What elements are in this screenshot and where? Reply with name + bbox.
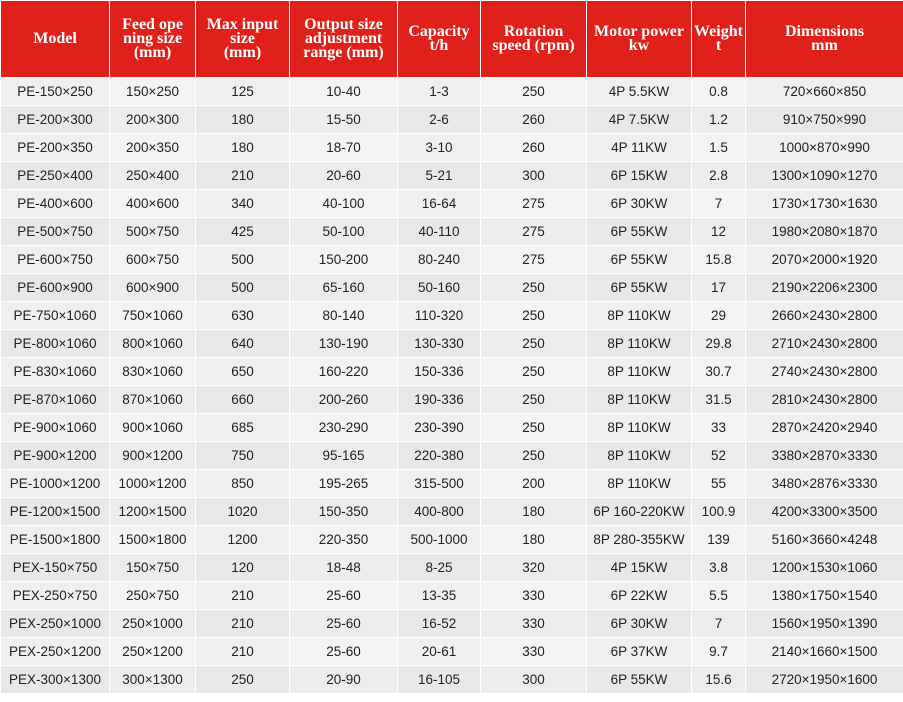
cell-dimensions: 910×750×990 xyxy=(746,106,903,134)
header-text: Output size xyxy=(304,16,383,33)
cell-rotation-speed: 330 xyxy=(481,638,587,666)
cell-dimensions: 1000×870×990 xyxy=(746,134,903,162)
cell-rotation-speed: 250 xyxy=(481,330,587,358)
cell-feed-opening: 400×600 xyxy=(110,190,196,218)
cell-weight: 15.8 xyxy=(692,246,746,274)
cell-max-input: 500 xyxy=(196,246,290,274)
cell-output-range: 80-140 xyxy=(290,302,398,330)
cell-capacity: 3-10 xyxy=(398,134,481,162)
header-text: t xyxy=(715,37,722,54)
cell-feed-opening: 150×250 xyxy=(110,78,196,106)
cell-output-range: 230-290 xyxy=(290,414,398,442)
cell-dimensions: 3480×2876×3330 xyxy=(746,470,903,498)
cell-rotation-speed: 250 xyxy=(481,386,587,414)
cell-output-range: 200-260 xyxy=(290,386,398,414)
cell-rotation-speed: 250 xyxy=(481,358,587,386)
cell-capacity: 500-1000 xyxy=(398,526,481,554)
table-row xyxy=(1,246,903,274)
header-capacity xyxy=(398,1,481,78)
cell-max-input: 210 xyxy=(196,162,290,190)
cell-feed-opening: 200×350 xyxy=(110,134,196,162)
cell-rotation-speed: 300 xyxy=(481,666,587,694)
cell-weight: 3.8 xyxy=(692,554,746,582)
cell-weight: 9.7 xyxy=(692,638,746,666)
cell-weight: 7 xyxy=(692,610,746,638)
cell-dimensions: 4200×3300×3500 xyxy=(746,498,903,526)
cell-output-range: 20-90 xyxy=(290,666,398,694)
header-text: Feed ope xyxy=(122,16,183,33)
cell-model: PE-400×600 xyxy=(1,190,110,218)
header-text: (mm) xyxy=(133,44,172,61)
cell-output-range: 18-70 xyxy=(290,134,398,162)
cell-max-input: 340 xyxy=(196,190,290,218)
cell-rotation-speed: 330 xyxy=(481,610,587,638)
cell-motor-power: 6P 15KW xyxy=(587,162,692,190)
header-text: kw xyxy=(628,37,650,54)
cell-motor-power: 8P 110KW xyxy=(587,302,692,330)
table-row xyxy=(1,526,903,554)
cell-weight: 7 xyxy=(692,190,746,218)
cell-capacity: 8-25 xyxy=(398,554,481,582)
cell-max-input: 250 xyxy=(196,666,290,694)
cell-capacity: 50-160 xyxy=(398,274,481,302)
table-row xyxy=(1,134,903,162)
cell-feed-opening: 900×1200 xyxy=(110,442,196,470)
header-weight xyxy=(692,1,746,78)
table-row xyxy=(1,498,903,526)
cell-weight: 12 xyxy=(692,218,746,246)
cell-model: PE-830×1060 xyxy=(1,358,110,386)
cell-rotation-speed: 260 xyxy=(481,106,587,134)
cell-feed-opening: 1200×1500 xyxy=(110,498,196,526)
cell-dimensions: 1730×1730×1630 xyxy=(746,190,903,218)
cell-motor-power: 8P 110KW xyxy=(587,358,692,386)
cell-output-range: 150-350 xyxy=(290,498,398,526)
table-row xyxy=(1,78,903,106)
cell-capacity: 16-64 xyxy=(398,190,481,218)
cell-weight: 55 xyxy=(692,470,746,498)
cell-weight: 33 xyxy=(692,414,746,442)
cell-weight: 5.5 xyxy=(692,582,746,610)
cell-output-range: 15-50 xyxy=(290,106,398,134)
cell-model: PE-600×750 xyxy=(1,246,110,274)
cell-capacity: 16-52 xyxy=(398,610,481,638)
cell-motor-power: 6P 22KW xyxy=(587,582,692,610)
cell-motor-power: 6P 160-220KW xyxy=(587,498,692,526)
cell-model: PEX-250×750 xyxy=(1,582,110,610)
header-row xyxy=(1,1,903,78)
header-text: Capacity xyxy=(408,23,470,40)
cell-rotation-speed: 275 xyxy=(481,218,587,246)
table-row xyxy=(1,554,903,582)
header-feed-opening-size xyxy=(110,1,196,78)
cell-rotation-speed: 275 xyxy=(481,246,587,274)
cell-model: PE-870×1060 xyxy=(1,386,110,414)
table-row xyxy=(1,302,903,330)
cell-output-range: 50-100 xyxy=(290,218,398,246)
cell-feed-opening: 830×1060 xyxy=(110,358,196,386)
cell-dimensions: 2720×1950×1600 xyxy=(746,666,903,694)
cell-motor-power: 8P 110KW xyxy=(587,442,692,470)
cell-output-range: 160-220 xyxy=(290,358,398,386)
header-text: Max input xyxy=(206,16,279,33)
cell-dimensions: 2710×2430×2800 xyxy=(746,330,903,358)
cell-dimensions: 1200×1530×1060 xyxy=(746,554,903,582)
cell-max-input: 210 xyxy=(196,610,290,638)
table-row xyxy=(1,358,903,386)
table-row xyxy=(1,666,903,694)
cell-feed-opening: 500×750 xyxy=(110,218,196,246)
cell-feed-opening: 600×750 xyxy=(110,246,196,274)
cell-max-input: 180 xyxy=(196,106,290,134)
cell-capacity: 1-3 xyxy=(398,78,481,106)
header-output-size-range xyxy=(290,1,398,78)
cell-feed-opening: 150×750 xyxy=(110,554,196,582)
cell-weight: 29.8 xyxy=(692,330,746,358)
table-row xyxy=(1,330,903,358)
table-row xyxy=(1,610,903,638)
cell-model: PE-900×1060 xyxy=(1,414,110,442)
cell-feed-opening: 300×1300 xyxy=(110,666,196,694)
cell-dimensions: 1300×1090×1270 xyxy=(746,162,903,190)
cell-motor-power: 4P 11KW xyxy=(587,134,692,162)
cell-rotation-speed: 250 xyxy=(481,414,587,442)
cell-capacity: 13-35 xyxy=(398,582,481,610)
cell-weight: 0.8 xyxy=(692,78,746,106)
cell-model: PE-200×350 xyxy=(1,134,110,162)
cell-output-range: 220-350 xyxy=(290,526,398,554)
cell-motor-power: 8P 280-355KW xyxy=(587,526,692,554)
cell-weight: 52 xyxy=(692,442,746,470)
cell-max-input: 180 xyxy=(196,134,290,162)
cell-capacity: 20-61 xyxy=(398,638,481,666)
header-text: mm xyxy=(811,37,838,54)
cell-weight: 139 xyxy=(692,526,746,554)
cell-max-input: 640 xyxy=(196,330,290,358)
cell-dimensions: 3380×2870×3330 xyxy=(746,442,903,470)
cell-max-input: 685 xyxy=(196,414,290,442)
cell-motor-power: 6P 55KW xyxy=(587,246,692,274)
cell-dimensions: 2070×2000×1920 xyxy=(746,246,903,274)
header-rotation-speed xyxy=(481,1,587,78)
cell-max-input: 1020 xyxy=(196,498,290,526)
cell-dimensions: 1380×1750×1540 xyxy=(746,582,903,610)
cell-feed-opening: 200×300 xyxy=(110,106,196,134)
cell-output-range: 130-190 xyxy=(290,330,398,358)
cell-motor-power: 6P 37KW xyxy=(587,638,692,666)
cell-dimensions: 1980×2080×1870 xyxy=(746,218,903,246)
cell-feed-opening: 250×750 xyxy=(110,582,196,610)
header-text: size xyxy=(230,30,255,47)
cell-output-range: 25-60 xyxy=(290,638,398,666)
cell-capacity: 150-336 xyxy=(398,358,481,386)
cell-rotation-speed: 180 xyxy=(481,526,587,554)
cell-max-input: 120 xyxy=(196,554,290,582)
header-text: (mm) xyxy=(223,44,262,61)
cell-weight: 29 xyxy=(692,302,746,330)
header-text: range (mm) xyxy=(303,44,384,61)
cell-output-range: 95-165 xyxy=(290,442,398,470)
cell-max-input: 660 xyxy=(196,386,290,414)
header-text: ning size xyxy=(122,30,183,47)
cell-rotation-speed: 320 xyxy=(481,554,587,582)
header-text: speed (rpm) xyxy=(492,37,575,54)
cell-model: PEX-300×1300 xyxy=(1,666,110,694)
cell-dimensions: 2740×2430×2800 xyxy=(746,358,903,386)
cell-feed-opening: 250×1000 xyxy=(110,610,196,638)
cell-motor-power: 6P 55KW xyxy=(587,218,692,246)
cell-weight: 1.5 xyxy=(692,134,746,162)
cell-capacity: 5-21 xyxy=(398,162,481,190)
cell-motor-power: 6P 30KW xyxy=(587,190,692,218)
cell-max-input: 500 xyxy=(196,274,290,302)
table-row xyxy=(1,162,903,190)
cell-output-range: 40-100 xyxy=(290,190,398,218)
table-row xyxy=(1,386,903,414)
cell-output-range: 20-60 xyxy=(290,162,398,190)
cell-weight: 100.9 xyxy=(692,498,746,526)
cell-model: PE-600×900 xyxy=(1,274,110,302)
header-model xyxy=(1,1,110,78)
header-text: Model xyxy=(33,30,77,47)
cell-dimensions: 720×660×850 xyxy=(746,78,903,106)
cell-output-range: 65-160 xyxy=(290,274,398,302)
table-row xyxy=(1,218,903,246)
table-header xyxy=(1,1,903,78)
cell-rotation-speed: 250 xyxy=(481,274,587,302)
table-row xyxy=(1,582,903,610)
cell-dimensions: 2190×2206×2300 xyxy=(746,274,903,302)
table-row xyxy=(1,106,903,134)
cell-feed-opening: 1000×1200 xyxy=(110,470,196,498)
cell-rotation-speed: 330 xyxy=(481,582,587,610)
cell-model: PE-900×1200 xyxy=(1,442,110,470)
cell-capacity: 190-336 xyxy=(398,386,481,414)
cell-motor-power: 6P 30KW xyxy=(587,610,692,638)
cell-feed-opening: 750×1060 xyxy=(110,302,196,330)
table-row xyxy=(1,414,903,442)
cell-capacity: 40-110 xyxy=(398,218,481,246)
cell-model: PEX-250×1200 xyxy=(1,638,110,666)
cell-rotation-speed: 300 xyxy=(481,162,587,190)
cell-dimensions: 2660×2430×2800 xyxy=(746,302,903,330)
header-dimensions xyxy=(746,1,903,78)
cell-capacity: 315-500 xyxy=(398,470,481,498)
table-row xyxy=(1,638,903,666)
header-text: Motor power xyxy=(594,23,684,40)
cell-feed-opening: 600×900 xyxy=(110,274,196,302)
cell-feed-opening: 250×400 xyxy=(110,162,196,190)
cell-feed-opening: 250×1200 xyxy=(110,638,196,666)
cell-max-input: 425 xyxy=(196,218,290,246)
cell-output-range: 18-48 xyxy=(290,554,398,582)
cell-model: PE-150×250 xyxy=(1,78,110,106)
cell-model: PEX-150×750 xyxy=(1,554,110,582)
cell-max-input: 125 xyxy=(196,78,290,106)
cell-rotation-speed: 250 xyxy=(481,78,587,106)
cell-output-range: 150-200 xyxy=(290,246,398,274)
cell-max-input: 1200 xyxy=(196,526,290,554)
cell-weight: 17 xyxy=(692,274,746,302)
header-text: Weight xyxy=(694,23,743,40)
cell-model: PE-1500×1800 xyxy=(1,526,110,554)
cell-output-range: 25-60 xyxy=(290,610,398,638)
header-text: Dimensions xyxy=(784,23,865,40)
cell-rotation-speed: 250 xyxy=(481,442,587,470)
table-body xyxy=(1,78,903,694)
cell-dimensions: 2810×2430×2800 xyxy=(746,386,903,414)
cell-motor-power: 4P 15KW xyxy=(587,554,692,582)
cell-motor-power: 8P 110KW xyxy=(587,386,692,414)
cell-max-input: 210 xyxy=(196,582,290,610)
table-row xyxy=(1,442,903,470)
cell-max-input: 630 xyxy=(196,302,290,330)
cell-model: PE-250×400 xyxy=(1,162,110,190)
cell-capacity: 16-105 xyxy=(398,666,481,694)
cell-feed-opening: 870×1060 xyxy=(110,386,196,414)
table-row xyxy=(1,190,903,218)
cell-weight: 1.2 xyxy=(692,106,746,134)
cell-motor-power: 6P 55KW xyxy=(587,274,692,302)
cell-feed-opening: 800×1060 xyxy=(110,330,196,358)
cell-max-input: 750 xyxy=(196,442,290,470)
cell-feed-opening: 900×1060 xyxy=(110,414,196,442)
cell-output-range: 10-40 xyxy=(290,78,398,106)
cell-weight: 30.7 xyxy=(692,358,746,386)
cell-dimensions: 2870×2420×2940 xyxy=(746,414,903,442)
cell-model: PEX-250×1000 xyxy=(1,610,110,638)
cell-rotation-speed: 275 xyxy=(481,190,587,218)
cell-capacity: 400-800 xyxy=(398,498,481,526)
cell-rotation-speed: 180 xyxy=(481,498,587,526)
cell-model: PE-1200×1500 xyxy=(1,498,110,526)
cell-dimensions: 1560×1950×1390 xyxy=(746,610,903,638)
cell-dimensions: 5160×3660×4248 xyxy=(746,526,903,554)
cell-weight: 31.5 xyxy=(692,386,746,414)
header-text: t/h xyxy=(429,37,449,54)
cell-weight: 2.8 xyxy=(692,162,746,190)
cell-rotation-speed: 200 xyxy=(481,470,587,498)
header-max-input-size xyxy=(196,1,290,78)
cell-weight: 15.6 xyxy=(692,666,746,694)
cell-motor-power: 4P 5.5KW xyxy=(587,78,692,106)
cell-capacity: 130-330 xyxy=(398,330,481,358)
cell-motor-power: 8P 110KW xyxy=(587,414,692,442)
cell-max-input: 650 xyxy=(196,358,290,386)
cell-motor-power: 8P 110KW xyxy=(587,330,692,358)
cell-capacity: 80-240 xyxy=(398,246,481,274)
cell-feed-opening: 1500×1800 xyxy=(110,526,196,554)
table-row xyxy=(1,274,903,302)
cell-capacity: 110-320 xyxy=(398,302,481,330)
cell-max-input: 850 xyxy=(196,470,290,498)
cell-capacity: 230-390 xyxy=(398,414,481,442)
header-text: Rotation xyxy=(503,23,564,40)
cell-motor-power: 6P 55KW xyxy=(587,666,692,694)
cell-model: PE-200×300 xyxy=(1,106,110,134)
cell-max-input: 210 xyxy=(196,638,290,666)
cell-motor-power: 8P 110KW xyxy=(587,470,692,498)
cell-model: PE-1000×1200 xyxy=(1,470,110,498)
cell-model: PE-500×750 xyxy=(1,218,110,246)
cell-model: PE-800×1060 xyxy=(1,330,110,358)
cell-model: PE-750×1060 xyxy=(1,302,110,330)
table-row xyxy=(1,470,903,498)
cell-rotation-speed: 250 xyxy=(481,302,587,330)
header-text: adjustment xyxy=(304,30,383,47)
cell-rotation-speed: 260 xyxy=(481,134,587,162)
cell-capacity: 220-380 xyxy=(398,442,481,470)
cell-dimensions: 2140×1660×1500 xyxy=(746,638,903,666)
cell-output-range: 25-60 xyxy=(290,582,398,610)
cell-output-range: 195-265 xyxy=(290,470,398,498)
cell-capacity: 2-6 xyxy=(398,106,481,134)
header-motor-power xyxy=(587,1,692,78)
cell-motor-power: 4P 7.5KW xyxy=(587,106,692,134)
